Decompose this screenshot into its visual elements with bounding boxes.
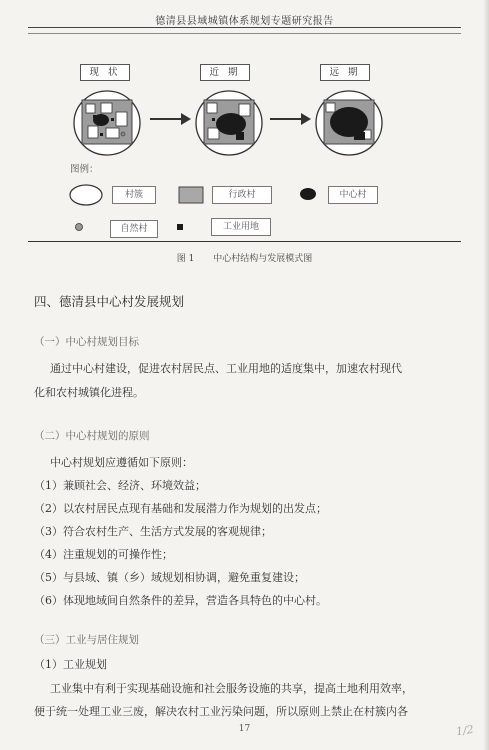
stage-label-long-term: 远 期 — [320, 64, 370, 81]
legend-title: 图例： — [70, 164, 99, 175]
paragraph-line: 通过中心村建设，促进农村居民点、工业用地的适度集中，加速农村现代 — [50, 362, 402, 375]
subsection-title-industry-housing: （三）工业与居住规划 — [34, 634, 139, 646]
diagram-long-term — [314, 88, 384, 158]
diagram-near-term — [194, 88, 264, 158]
arrow-right-icon — [270, 112, 312, 126]
stage-label-near-term: 近 期 — [200, 64, 250, 81]
section-title: 四、德清县中心村发展规划 — [34, 294, 185, 309]
principle-item: （6）体现地域间自然条件的差异，营造各具特色的中心村。 — [34, 594, 327, 607]
figure-top-rule — [28, 33, 461, 34]
paragraph-line: 化和农村城镇化进程。 — [34, 386, 144, 399]
page-edge-shadow — [483, 0, 489, 750]
principle-item: （1）兼顾社会、经济、环境效益； — [34, 479, 206, 492]
sub-subsection-title: （1）工业规划 — [34, 658, 107, 671]
arrow-right-icon — [150, 112, 192, 126]
subsection-title-goals: （一）中心村规划目标 — [34, 336, 139, 348]
principle-item: （4）注重规划的可操作性； — [34, 548, 173, 561]
principle-item: （2）以农村居民点现有基础和发展潜力作为规划的出发点； — [34, 502, 327, 515]
header-rule — [28, 27, 461, 28]
diagram-current-state — [72, 88, 142, 158]
paragraph-line: 便于统一处理工业三废，解决农村工业污染问题，所以原则上禁止在村簇内各 — [34, 705, 408, 718]
principle-item: （5）与县域、镇（乡）域规划相协调，避免重复建设； — [34, 571, 305, 584]
figure-caption — [0, 251, 489, 264]
principle-item: （3）符合农村生产、生活方式发展的客观规律； — [34, 525, 272, 538]
central-village-symbol — [299, 187, 317, 201]
pencil-annotation: 1/2 — [455, 722, 475, 739]
figure-number: 图 1 — [176, 254, 195, 264]
village-cluster-symbol — [69, 184, 103, 206]
paragraph-line: 工业集中有利于实现基础设施和社会服务设施的共享，提高土地利用效率， — [50, 682, 413, 695]
legend-label-administrative-village: 行政村 — [212, 186, 272, 204]
legend-label-industrial-land: 工业用地 — [211, 218, 271, 236]
running-header: 德清县县域城镇体系规划专题研究报告 — [155, 16, 334, 27]
legend-label-natural-village: 自然村 — [110, 220, 158, 238]
figure-bottom-rule — [28, 241, 461, 242]
stage-label-current: 现 状 — [80, 64, 130, 81]
industrial-land-symbol — [176, 223, 184, 231]
natural-village-symbol — [74, 222, 84, 232]
legend-label-central-village: 中心村 — [328, 186, 378, 204]
page-number: 17 — [238, 724, 251, 734]
legend-label-village-cluster: 村簇 — [112, 186, 156, 204]
principles-intro: 中心村规划应遵循如下原则： — [50, 456, 193, 469]
administrative-village-symbol — [178, 186, 204, 204]
subsection-title-principles: （二）中心村规划的原则 — [34, 430, 150, 442]
figure-caption-text: 中心村结构与发展模式图 — [213, 254, 313, 264]
